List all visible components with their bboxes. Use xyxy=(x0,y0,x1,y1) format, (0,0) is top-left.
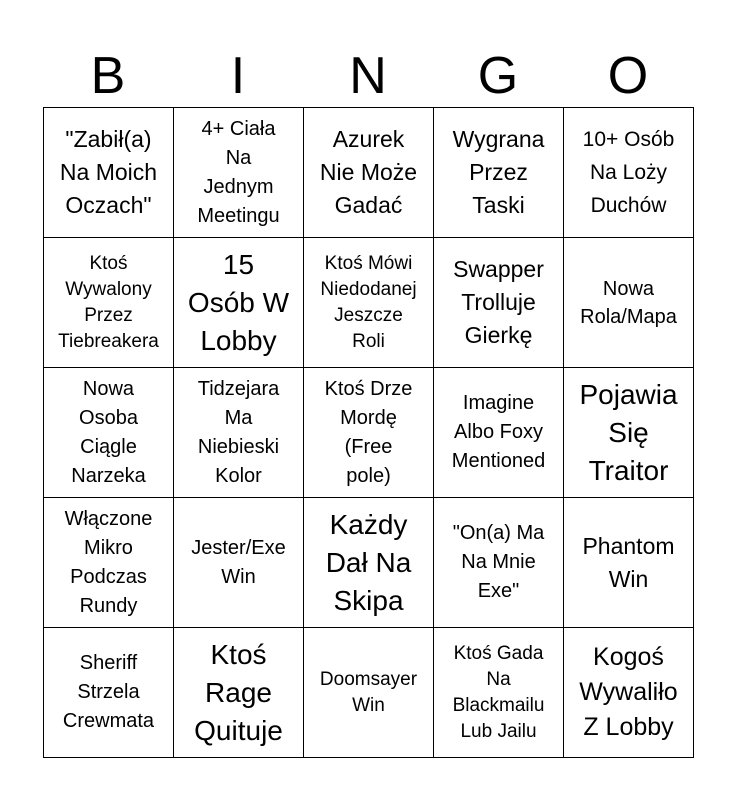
bingo-cell[interactable] xyxy=(434,498,564,628)
header-letter-i: I xyxy=(230,47,246,105)
cell-text: Imagine Albo Foxy Mentioned xyxy=(451,392,546,472)
grid-row xyxy=(44,368,694,498)
bingo-cell[interactable] xyxy=(434,238,564,368)
cell-text: Ktoś Wywalony Przez Tiebreakera xyxy=(58,252,159,352)
bingo-cell[interactable] xyxy=(434,108,564,238)
cell-text: Każdy Dał Na Skipa xyxy=(325,508,412,616)
bingo-cell[interactable] xyxy=(44,108,174,238)
bingo-cell[interactable] xyxy=(434,368,564,498)
cell-text: Nowa Osoba Ciągle Narzeka xyxy=(71,377,146,487)
bingo-cell[interactable] xyxy=(304,238,434,368)
cell-text: Wygrana Przez Taski xyxy=(452,126,545,218)
cell-text: 10+ Osób Na Loży Duchów xyxy=(582,128,675,217)
cell-text: Azurek Nie Może Gadać xyxy=(319,126,418,218)
cell-text: Jester/Exe Win xyxy=(191,536,286,588)
bingo-cell[interactable] xyxy=(174,108,304,238)
grid-row xyxy=(44,498,694,628)
bingo-cell[interactable] xyxy=(44,238,174,368)
cell-text: 15 Osób W Lobby xyxy=(187,248,290,356)
cell-text: "Zabił(a) Na Moich Oczach" xyxy=(59,126,158,218)
bingo-cell[interactable] xyxy=(174,368,304,498)
cell-text: Tidzejara Ma Niebieski Kolor xyxy=(197,377,280,487)
bingo-cell[interactable] xyxy=(564,108,694,238)
cell-text: Nowa Rola/Mapa xyxy=(580,277,677,328)
bingo-cell[interactable] xyxy=(564,238,694,368)
bingo-cell[interactable] xyxy=(564,368,694,498)
header-letter-b: B xyxy=(90,47,126,105)
bingo-cell[interactable] xyxy=(44,368,174,498)
bingo-cell[interactable] xyxy=(304,628,434,758)
bingo-cell[interactable] xyxy=(174,498,304,628)
bingo-cell[interactable] xyxy=(44,628,174,758)
bingo-cell[interactable] xyxy=(434,628,564,758)
cell-text: Ktoś Rage Quituje xyxy=(194,638,283,746)
bingo-cell[interactable] xyxy=(564,628,694,758)
cell-text: Włączone Mikro Podczas Rundy xyxy=(64,507,153,617)
bingo-cell[interactable] xyxy=(174,238,304,368)
header-letter-g: G xyxy=(477,47,519,105)
cell-text: 4+ Ciała Na Jednym Meetingu xyxy=(197,117,280,227)
cell-text: Swapper Trolluje Gierkę xyxy=(453,256,544,348)
cell-text: Phantom Win xyxy=(582,532,675,592)
bingo-header xyxy=(43,44,693,108)
grid-row xyxy=(44,108,694,238)
cell-text: Pojawia Się Traitor xyxy=(579,378,678,486)
bingo-cell[interactable] xyxy=(304,368,434,498)
bingo-cell[interactable] xyxy=(564,498,694,628)
bingo-cell[interactable] xyxy=(174,628,304,758)
grid-row xyxy=(44,628,694,758)
bingo-cell[interactable] xyxy=(304,498,434,628)
bingo-cell[interactable] xyxy=(44,498,174,628)
cell-text: Sheriff Strzela Crewmata xyxy=(62,652,155,732)
bingo-grid xyxy=(43,107,694,758)
cell-text: Ktoś Mówi Niedodanej Jeszcze Roli xyxy=(320,252,417,352)
cell-text: Kogoś Wywaliło Z Lobby xyxy=(579,643,678,741)
header-letter-n: N xyxy=(349,47,387,105)
cell-text: Ktoś Drze Mordę (Free pole) xyxy=(324,377,413,487)
header-letter-o: O xyxy=(607,47,649,105)
cell-text: "On(a) Ma Na Mnie Exe" xyxy=(452,522,545,602)
cell-text: Doomsayer Win xyxy=(319,668,418,716)
cell-text: Ktoś Gada Na Blackmailu Lub Jailu xyxy=(452,642,545,742)
bingo-cell[interactable] xyxy=(304,108,434,238)
grid-row xyxy=(44,238,694,368)
